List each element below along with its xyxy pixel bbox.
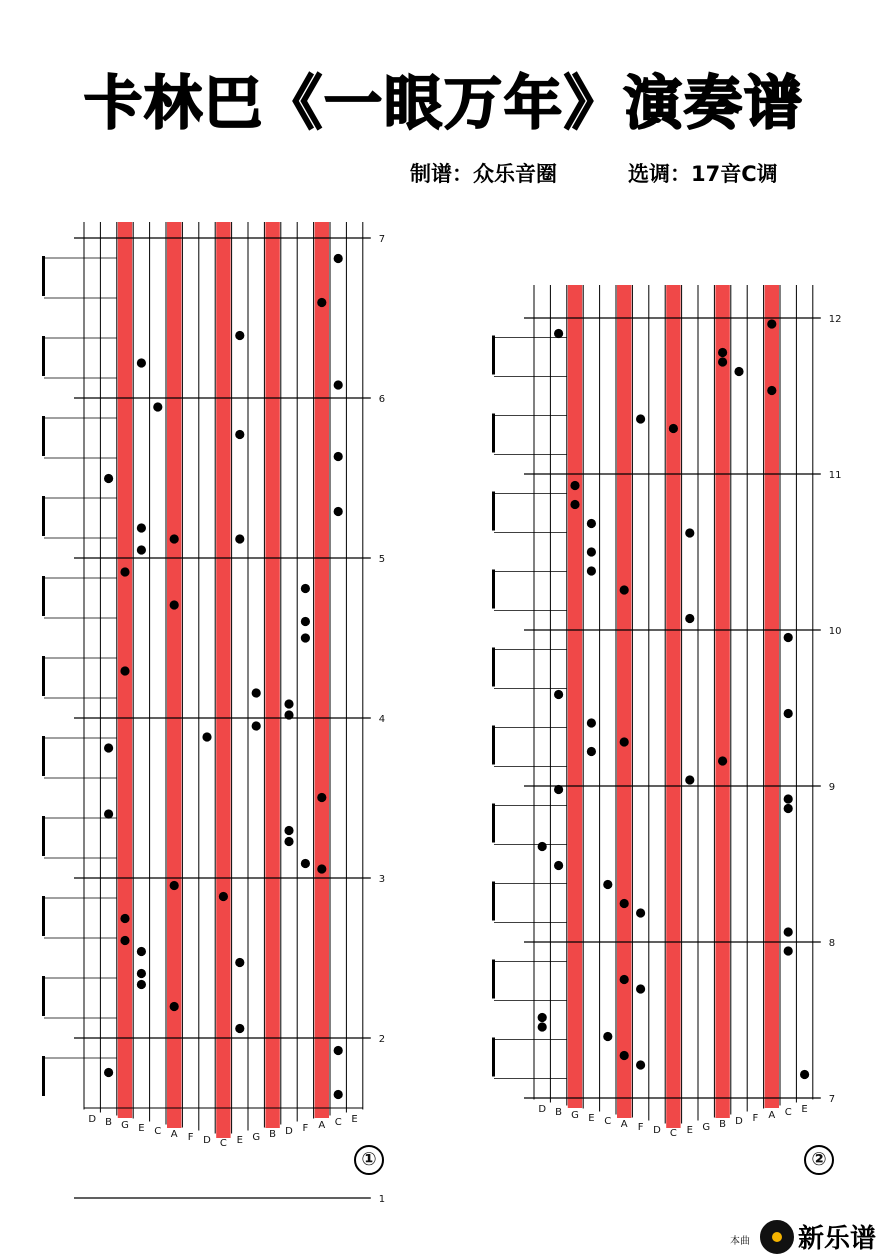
key-label: F	[187, 1132, 194, 1143]
bar-number: 12	[828, 314, 842, 325]
note-dot	[784, 709, 793, 718]
bar-number: 2	[378, 1034, 386, 1045]
key-label: B	[555, 1107, 563, 1118]
key-label: B	[105, 1117, 113, 1128]
bar-number: 6	[378, 394, 386, 405]
key-label: F	[302, 1123, 309, 1134]
note-dot	[636, 984, 645, 993]
key-label: 选调：17音C调	[628, 162, 778, 186]
bar-number: 11	[828, 470, 842, 481]
rhythm-stem	[492, 648, 495, 687]
bar-number: 7	[378, 234, 386, 245]
logo-small-text: 本曲	[730, 1236, 750, 1247]
note-dot	[784, 633, 793, 642]
bar-number: 9	[828, 782, 836, 793]
note-dot	[603, 880, 612, 889]
rhythm-stem	[492, 882, 495, 921]
note-dot	[620, 585, 629, 594]
note-dot	[587, 519, 596, 528]
rhythm-stem	[492, 492, 495, 531]
rhythm-stem	[492, 336, 495, 375]
note-dot	[587, 547, 596, 556]
bar-number: 5	[378, 554, 386, 565]
key-label: A	[170, 1129, 178, 1140]
key-label: D	[735, 1116, 743, 1127]
note-dot	[587, 566, 596, 575]
key-label: D	[653, 1125, 661, 1136]
note-dot	[767, 319, 776, 328]
note-dot	[718, 357, 727, 366]
note-dot	[636, 414, 645, 423]
key-label: B	[719, 1119, 727, 1130]
rhythm-stem	[492, 804, 495, 843]
note-dot	[538, 842, 547, 851]
key-label: G	[702, 1122, 711, 1133]
note-dot	[587, 718, 596, 727]
key-label: C	[669, 1128, 677, 1139]
note-dot	[554, 785, 563, 794]
note-dot	[685, 528, 694, 537]
note-dot	[718, 348, 727, 357]
brand-logo	[730, 1218, 884, 1254]
note-dot	[554, 329, 563, 338]
key-label: E	[686, 1125, 693, 1136]
bar-number: 7	[828, 1094, 836, 1105]
rhythm-stem	[492, 1038, 495, 1077]
note-dot	[554, 861, 563, 870]
highlight-column	[765, 285, 779, 1108]
key-label: A	[318, 1120, 326, 1131]
key-label: F	[637, 1122, 644, 1133]
bar-number: 8	[828, 938, 836, 949]
key-label: C	[604, 1116, 612, 1127]
rhythm-stem	[492, 960, 495, 999]
note-dot	[620, 737, 629, 746]
highlight-column	[617, 285, 631, 1118]
note-dot	[554, 690, 563, 699]
note-dot	[538, 1022, 547, 1031]
note-dot	[570, 481, 579, 490]
rhythm-stem	[492, 726, 495, 765]
key-label: D	[285, 1126, 293, 1137]
note-dot	[767, 386, 776, 395]
note-dot	[570, 500, 579, 509]
brand-name: 新乐谱	[798, 1224, 877, 1254]
key-label: E	[588, 1113, 595, 1124]
rhythm-stem	[492, 570, 495, 609]
note-dot	[734, 367, 743, 376]
note-dot	[718, 756, 727, 765]
note-dot	[784, 927, 793, 936]
key-label: G	[571, 1110, 579, 1121]
note-dot	[636, 1060, 645, 1069]
key-label: C	[334, 1117, 342, 1128]
rhythm-stem	[492, 414, 495, 453]
bar-number: 3	[378, 874, 386, 885]
note-dot	[784, 946, 793, 955]
note-dot	[603, 1032, 612, 1041]
key-label: E	[236, 1135, 243, 1146]
note-dot	[784, 804, 793, 813]
record-disc-icon	[760, 1220, 794, 1254]
note-dot	[685, 614, 694, 623]
highlight-column	[568, 285, 582, 1108]
key-label: E	[801, 1104, 808, 1115]
note-dot	[685, 775, 694, 784]
note-dot	[587, 747, 596, 756]
key-label: A	[620, 1119, 628, 1130]
note-dot	[620, 1051, 629, 1060]
note-dot	[800, 1070, 809, 1079]
key-label: C	[154, 1126, 162, 1137]
page-title: 卡林巴《一眼万年》演奏谱	[83, 69, 804, 137]
highlight-column	[666, 285, 680, 1128]
note-dot	[669, 424, 678, 433]
key-label: G	[121, 1120, 129, 1131]
section-number-2: ②	[804, 1145, 834, 1175]
note-dot	[538, 1013, 547, 1022]
key-label: D	[88, 1114, 97, 1125]
arranger-label: 制谱：众乐音圈	[410, 162, 557, 186]
key-label: E	[351, 1114, 358, 1125]
section-number-1: ①	[354, 1145, 384, 1175]
highlight-column	[715, 285, 729, 1118]
note-dot	[620, 899, 629, 908]
note-dot	[636, 908, 645, 917]
key-label: F	[752, 1113, 759, 1124]
key-label: E	[138, 1123, 145, 1134]
bar-number: 4	[378, 714, 386, 725]
key-label: B	[269, 1129, 277, 1140]
key-label: A	[768, 1110, 776, 1121]
note-dot	[620, 975, 629, 984]
key-label: D	[203, 1135, 211, 1146]
bar-number: 1	[378, 1194, 386, 1205]
key-label: D	[538, 1104, 547, 1115]
note-dot	[784, 794, 793, 803]
key-label: C	[784, 1107, 792, 1118]
bar-number: 10	[828, 626, 842, 637]
key-label: G	[252, 1132, 261, 1143]
key-label: C	[219, 1138, 227, 1149]
